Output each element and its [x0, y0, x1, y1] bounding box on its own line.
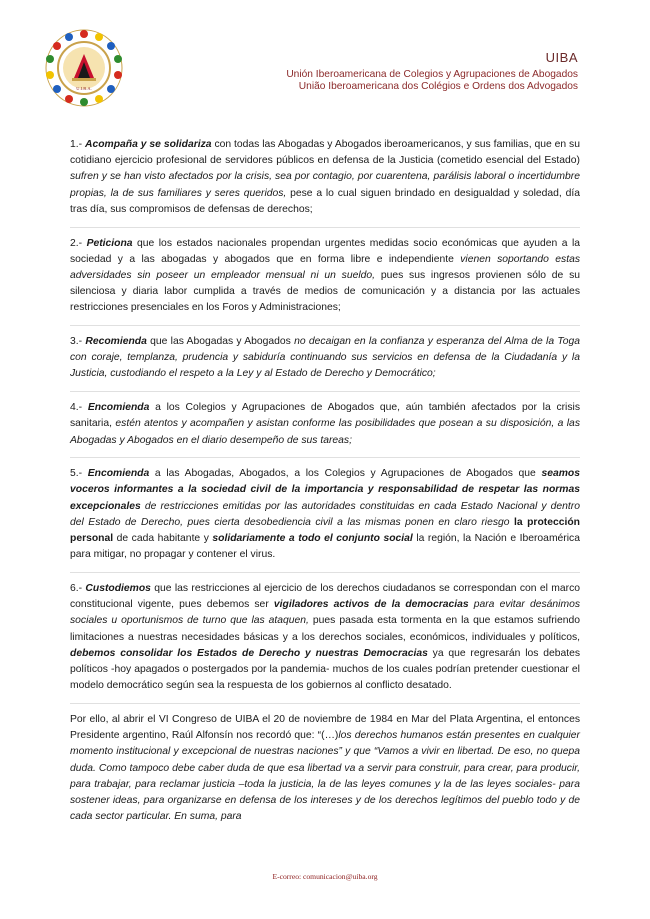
bold-italic-text: debemos consolidar los Estados de Derecho y nuestras Democracias	[70, 647, 428, 659]
text: de cada habitante y	[113, 533, 213, 545]
italic-text: para evitar desánimos sociales u oportunismos de turno que las ataquen,	[70, 599, 581, 627]
italic-text: de restricciones emitidas por las autoridades constituidas en cada Estado Nacional y dentro del Estado de Derecho, pues cierta desobediencia civil a las mismas ponen en claro riesgo	[70, 500, 580, 528]
paragraph-3	[70, 334, 580, 383]
bold-italic-text: vigiladores activos de la democracias	[273, 599, 469, 611]
keyword: Acompaña y se solidariza	[84, 139, 212, 150]
divider	[70, 325, 580, 326]
org-name-es: Unión Iberoamericana de Colegios y Agrupaciones de Abogados	[286, 69, 578, 80]
divider	[70, 703, 580, 704]
divider	[70, 457, 580, 458]
item-number: 4.-	[70, 402, 83, 414]
paragraph-6	[70, 581, 580, 694]
keyword: Encomienda	[87, 402, 150, 414]
text: con todas las Abogadas y Abogados iberoamericanos, y sus familias, que en su cotidiano ejercicio profesional de servidores públicos en defensa de la Justicia (cometido esencial del Estado)	[70, 139, 580, 167]
italic-text: vienen soportando estas adversidades sin poseer un empleador mensual ni un sueldo,	[70, 253, 581, 281]
letterhead	[286, 50, 578, 92]
keyword: Peticiona	[86, 237, 133, 249]
italic-text: sufren y se han visto afectados por la crisis, sea por contagio, por cuarentena, parálisis laboral o incertidumbre propias, la de sus familiares y seres queridos,	[70, 171, 580, 199]
keyword: Custodiemos	[85, 582, 151, 594]
text: a las Abogadas, Abogados, a los Colegios y Agrupaciones de Abogados que	[149, 468, 542, 480]
italic-text: estén atentos y acompañen y asistan conforme las posibilidades que posean a su disposición, a las Abogadas y Abogados en el diario desempeño de sus tareas;	[70, 418, 580, 446]
item-number: 3.-	[70, 336, 83, 348]
document-body	[70, 137, 580, 834]
item-number: 1.-	[70, 139, 83, 150]
italic-text: los derechos humanos están presentes en cualquier momento institucional y excepcional de nuestras naciones” y que “Vamos a vivir en libertad. De eso, no quepa duda. Como tampoco debe caber duda de que esa libertad va a servir para construir, para crear, para producir, para trabajar, para reclamar justicia –toda la justicia, la de las leyes comunes y la de las leyes sociales- para sostener ideas, para organizarse en defensa de los intereses y de los derechos legítimos del pueblo todo y de cada sector particular. En suma, para	[70, 730, 581, 823]
text: que las Abogadas y Abogados	[146, 336, 295, 348]
uiba-logo	[44, 28, 124, 108]
italic-text: no decaigan en la confianza y esperanza del Alma de la Toga con coraje, templanza, prudencia y sabiduría continuando sus servicios en defensa de la Ciudadanía y la Justicia, custodiando el respeto a la Ley y al Estado de Derecho y Democrático;	[70, 336, 580, 380]
divider	[70, 227, 580, 228]
text: Por ello, al abrir el VI Congreso de UIBA el 20 de noviembre de 1984 en Mar del Plata Argentina, el entonces Presidente argentino, Raúl Alfonsín nos recordó que: “(…)	[70, 713, 580, 742]
keyword: Recomienda	[85, 336, 147, 348]
bold-italic-text: seamos voceros informantes a la sociedad civil de la importancia y responsabilidad de respetar las normas excepcionales	[70, 468, 580, 512]
paragraph-7	[70, 712, 580, 825]
item-number: 5.-	[70, 468, 83, 480]
keyword: Encomienda	[87, 468, 150, 480]
paragraph-2	[70, 236, 580, 317]
bold-italic-text: solidariamente a todo el conjunto social	[212, 533, 413, 545]
divider	[70, 572, 580, 573]
text: pues sus ingresos provienen sólo de su silenciosa y diaria labor cumplida a través de medios de comunicación y a distancia por las actuales restricciones presenciales en los Foros y Administraciones;	[70, 269, 580, 314]
paragraph-4	[70, 400, 580, 449]
text: a los Colegios y Agrupaciones de Abogados que, aún también afectados por la crisis sanitaria,	[70, 402, 581, 430]
text: la región, la Nación e Iberoamérica para mitigar, no propagar y contener el virus.	[70, 533, 580, 561]
item-number: 6.-	[70, 582, 83, 594]
org-name-pt: União Iberoamericana dos Colégios e Ordens dos Advogados	[298, 81, 578, 92]
text: pese a lo cual siguen brindado en desigualdad y soledad, día tras día, sus compromisos de defensas de derechos;	[70, 187, 580, 215]
logo-text: U.I.B.A.	[76, 86, 92, 91]
footer-email: E-correo: comunicacion@uiba.org	[272, 872, 378, 881]
divider	[70, 391, 580, 392]
text: que los estados nacionales propendan urgentes medidas socio económicas que ayuden a la sociedad y a las abogadas y abogados que en forma libre e independiente	[70, 237, 581, 265]
paragraph-5	[70, 466, 580, 563]
text: pues pasada esta tormenta en la que estamos sufriendo limitaciones a nuestras necesidades básicas y a los derechos sociales, económicos, individuales y políticos,	[70, 615, 580, 643]
text: que las restricciones al ejercicio de los derechos ciudadanos se correspondan con el marco constitucional vigente, pues debemos ser	[70, 582, 580, 611]
text: ya que regresarán los debates políticos -hoy apagados o postergados por la pandemia- muchos de los cuales podrían pretender cuestionar el modelo democrático según sea la respuesta de los gobiernos al conflicto desatado.	[70, 647, 581, 692]
item-number: 2.-	[70, 237, 83, 249]
paragraph-1	[70, 137, 580, 218]
org-short: UIBA	[545, 50, 578, 65]
bold-text: la protección personal	[70, 516, 580, 545]
